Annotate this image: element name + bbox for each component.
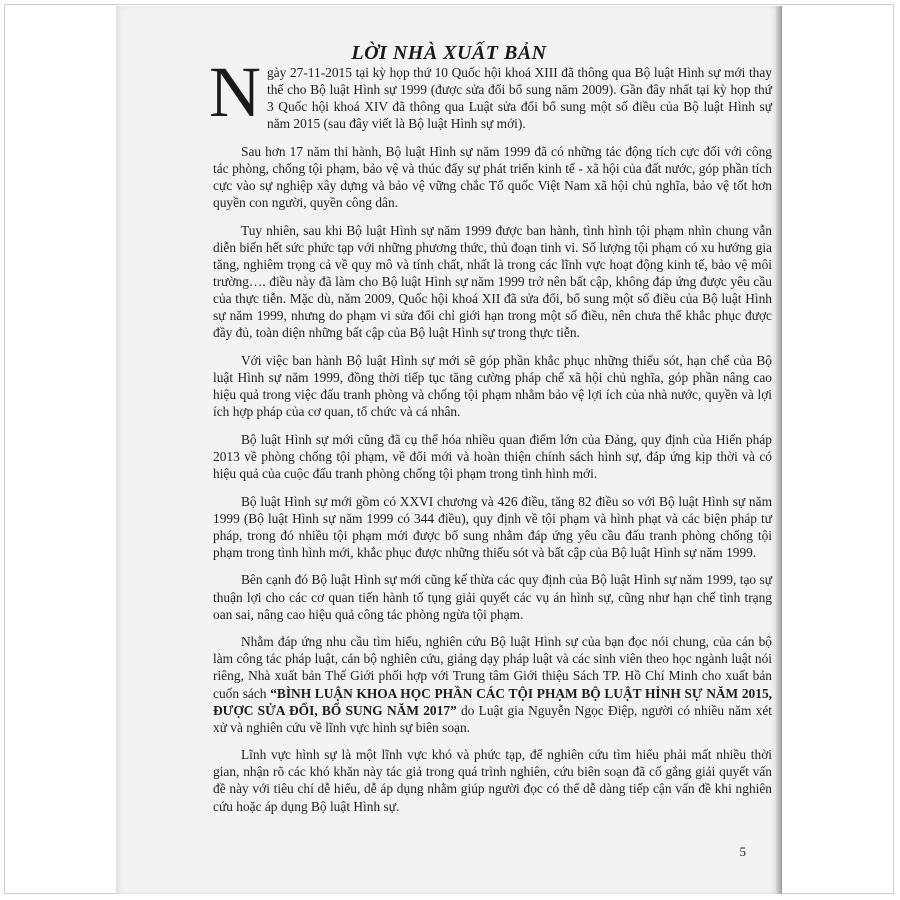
paragraph-7: Bên cạnh đó Bộ luật Hình sự mới cũng kế thừa các quy định của Bộ luật Hình sự năm 1999, tạo sự thuận lợi cho các cơ quan tiến hành tố tụng giải quyết các vụ án hình sự, cũng như hạn chế tình trạng oan sai, nâng cao hiệu quả công tác phòng ngừa tội phạm.: [213, 572, 772, 622]
drop-cap: N: [209, 52, 261, 132]
book-page: [116, 6, 782, 894]
paragraph-6: Bộ luật Hình sự mới gồm có XXVI chương và 426 điều, tăng 82 điều so với Bộ luật Hình sự năm 1999 (Bộ luật Hình sự năm 1999 có 344 điều), quy định về tội phạm và hình phạt và các biện pháp tư pháp, trong đó nhiều tội phạm mới được bổ sung nhằm đáp ứng yêu cầu đấu tranh phòng chống tội phạm trong tình hình mới, khắc phục được những thiếu sót và bất cập của Bộ luật Hình sự năm 1999.: [213, 493, 772, 560]
paragraph-4: Với việc ban hành Bộ luật Hình sự mới sẽ góp phần khắc phục những thiếu sót, hạn chế của Bộ luật Hình sự năm 1999, đồng thời tiếp tục tăng cường pháp chế xã hội chủ nghĩa, góp phần nâng cao hiệu quả trong việc đấu tranh phòng và chống tội phạm nhằm bảo vệ lợi ích của nhà nước, quyền và lợi ích hợp pháp của cơ quan, tổ chức và cá nhân.: [213, 352, 772, 420]
page-number: 5: [739, 844, 746, 859]
paragraph-5: Bộ luật Hình sự mới cũng đã cụ thể hóa nhiều quan điểm lớn của Đảng, quy định của Hiến pháp 2013 về phòng chống tội phạm, về đổi mới và hoàn thiện chính sách hình sự, đáp ứng kịp thời và có hiệu quả của cuộc đấu tranh phòng chống tội phạm trong tình hình mới.: [213, 431, 772, 481]
paragraph-8: [213, 633, 772, 736]
paragraph-8-intro: Nhằm đáp ứng nhu cầu tìm hiểu, nghiên cứu Bộ luật Hình sự của bạn đọc nói chung, của cán bộ làm công tác pháp luật, cán bộ nghiên cứu, giảng dạy pháp luật và các sinh viên theo học ngành luật nói riêng, Nhà xuất bản Thế Giới phối hợp với Trung tâm Giới thiệu Sách TP. Hồ Chí Minh cho xuất bản cuốn sách: [213, 634, 772, 701]
paragraph-9: Lĩnh vực hình sự là một lĩnh vực khó và phức tạp, để nghiên cứu tìm hiểu phải mất nhiều thời gian, nhận rõ các khó khăn này tác giả trong quá trình nghiên, cứu biên soạn đã cố gắng giải quyết vấn đề này với tiêu chí dễ hiểu, dễ áp dụng nhằm giúp người đọc có thể dễ dàng tiếp cận vấn đề khi nghiên cứu hoặc áp dụng Bộ luật Hình sự.: [213, 747, 772, 814]
paragraph-1-text: gày 27-11-2015 tại kỳ họp thứ 10 Quốc hội khoá XIII đã thông qua Bộ luật Hình sự mới thay thế cho Bộ luật Hình sự 1999 (được sửa đổi bổ sung năm 2009). Gần đây nhất tại kỳ họp thứ 3 Quốc hội khoá XIV đã thông qua Luật sửa đổi bổ sung một số điều của Bộ luật Hình sự năm 2015 (sau đây viết là Bộ luật Hình sự mới).: [267, 65, 772, 132]
book-title: “BÌNH LUẬN KHOA HỌC PHẦN CÁC TỘI PHẠM BỘ LUẬT HÌNH SỰ NĂM 2015, ĐƯỢC SỬA ĐỔI, BỔ SUNG NĂM 2017”: [213, 685, 772, 718]
paragraph-2: Sau hơn 17 năm thi hành, Bộ luật Hình sự năm 1999 đã có những tác động tích cực đối với công tác phòng, chống tội phạm, bảo vệ và thúc đẩy sự phát triển kinh tế - xã hội của đất nước, góp phần tích cực vào sự nghiệp xây dựng và bảo vệ vững chắc Tổ quốc Việt Nam xã hội chủ nghĩa, bảo vệ tốt hơn quyền con người, quyền công dân.: [213, 143, 772, 211]
paragraph-3: Tuy nhiên, sau khi Bộ luật Hình sự năm 1999 được ban hành, tình hình tội phạm nhìn chung vẫn diễn biến hết sức phức tạp với những phương thức, thủ đoạn tinh vi. Số lượng tội phạm có xu hướng gia tăng, nghiêm trọng cả về quy mô và tính chất, nhất là trong các lĩnh vực hoạt động kinh tế, bảo vệ môi trường…. điều này đã làm cho Bộ luật Hình sự năm 1999 trở nên bất cập, không đáp ứng được yêu cầu của thực tiễn. Mặc dù, năm 2009, Quốc hội khoá XII đã sửa đổi, bổ sung một số điều của Bộ luật Hình sự năm 1999, nhưng do phạm vi sửa đổi chỉ giới hạn trong một số điều, nên chưa thể khắc phục được đầy đủ, toàn diện những bất cập của Bộ luật Hình sự trong thực tiễn.: [213, 222, 772, 341]
page-heading: LỜI NHÀ XUẤT BẢN: [351, 42, 547, 64]
paragraph-8-outro: do Luật gia Nguyễn Ngọc Điệp, người có nhiều năm xét xử và nghiên cứu về lĩnh vực hình sự biên soạn.: [213, 702, 772, 735]
